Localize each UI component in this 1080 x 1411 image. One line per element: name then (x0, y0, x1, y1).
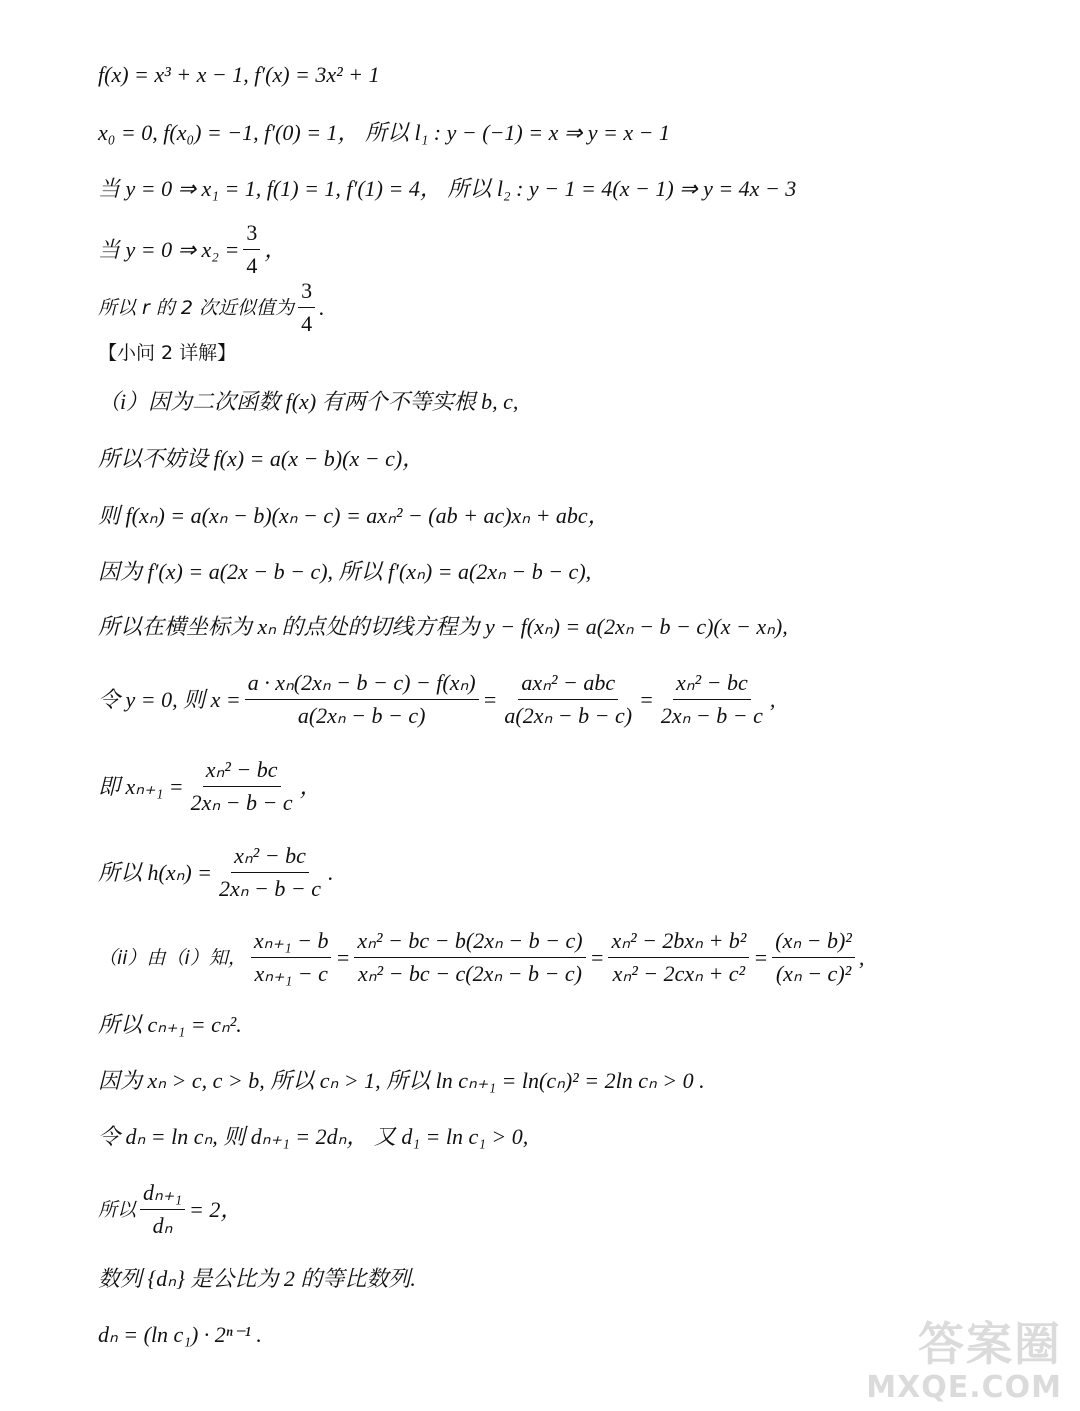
fraction-x2 (243, 220, 260, 279)
fraction-ratio-2 (354, 928, 585, 987)
equals-sign: = (753, 944, 769, 970)
fraction-numerator: axₙ² − abc (518, 670, 618, 700)
eq-x2-suffix: ， (264, 236, 287, 262)
eq-f-xn: 则 f(xₙ) = a(xₙ − b)(xₙ − c) = axₙ² − (ab + ac)xₙ + abc， (98, 503, 610, 528)
eq-x2-value (98, 220, 286, 279)
fraction-numerator: a · xₙ(2xₙ − b − c) − f(xₙ) (245, 670, 479, 700)
eq-x2-prefix: 当 y = 0 ⇒ x₂ = (98, 236, 240, 262)
watermark-logo: 答案圈 (918, 1317, 1062, 1371)
fraction-denominator: 4 (246, 253, 258, 278)
eq-log-recurrence: 因为 xₙ > c, c > b, 所以 cₙ > 1, 所以 ln cₙ₊₁ = ln(cₙ)² = 2ln cₙ > 0 . (98, 1068, 705, 1093)
fraction-numerator: xₙ² − bc (231, 843, 309, 873)
eq-d-definition: 令 dₙ = ln cₙ, 则 dₙ₊₁ = 2dₙ， 又 d₁ = ln c₁ > 0, (98, 1124, 529, 1149)
eq-f-definition: f(x) = x³ + x − 1, f′(x) = 3x² + 1 (98, 62, 380, 87)
fraction-approx (298, 278, 315, 337)
eq-derivative: 因为 f′(x) = a(2x − b − c), 所以 f′(xₙ) = a(2xₙ − b − c), (98, 559, 592, 584)
eq-tangent-general: 所以在横坐标为 xₙ 的点处的切线方程为 y − f(xₙ) = a(2xₙ − b − c)(x − xₙ), (98, 614, 788, 639)
fraction-denominator: 2xₙ − b − c (660, 703, 763, 728)
approximation-suffix: . (319, 294, 325, 320)
fraction-numerator: xₙ₊₁ − b (251, 928, 332, 958)
eq-tangent-l1: x₀ = 0, f(x₀) = −1, f′(0) = 1， 所以 l₁ : y − (−1) = x ⇒ y = x − 1 (98, 120, 671, 145)
fraction-numerator: 3 (298, 278, 315, 308)
fraction-denominator: 2xₙ − b − c (219, 876, 322, 901)
section-heading: 【小问 2 详解】 (98, 342, 237, 364)
fraction-denominator: 2xₙ − b − c (190, 790, 293, 815)
approximation-prefix: 所以 r 的 2 次近似值为 (98, 296, 295, 319)
eq-factored-form: 所以不妨设 f(x) = a(x − b)(x − c)， (98, 446, 425, 471)
fraction-denominator: a(2xₙ − b − c) (297, 703, 426, 728)
fraction-recurrence (188, 757, 296, 816)
fraction-h (216, 843, 324, 902)
equals-sign: = (335, 944, 351, 970)
fraction-numerator: 3 (243, 220, 260, 250)
fraction-ratio-3 (608, 928, 749, 987)
fraction-ratio-4 (772, 928, 855, 987)
fraction-denominator: 4 (301, 311, 313, 336)
equals-sign: = (482, 686, 498, 712)
eq-recurrence-suffix: ， (299, 773, 322, 799)
fraction-numerator: xₙ² − bc (203, 757, 281, 787)
eq-ratio-suffix: , (858, 944, 865, 970)
eq-d-ratio-suffix: = 2， (189, 1196, 243, 1222)
fraction-numerator: xₙ² − bc (673, 670, 751, 700)
eq-ratio-chain (98, 928, 864, 987)
watermark (866, 1318, 1062, 1405)
fraction-denominator: a(2xₙ − b − c) (504, 703, 633, 728)
fraction-numerator: xₙ² − 2bxₙ + b² (608, 928, 749, 958)
sequence-statement: 数列 {dₙ} 是公比为 2 的等比数列. (98, 1266, 416, 1291)
fraction-intercept-1 (245, 670, 479, 729)
fraction-denominator: (xₙ − c)² (775, 961, 852, 986)
eq-h-function (98, 843, 334, 902)
eq-h-suffix: . (328, 859, 334, 885)
eq-d-ratio (98, 1180, 242, 1239)
fraction-intercept-3 (658, 670, 766, 729)
part-ii-prefix: （ii）由（i）知， (98, 946, 247, 969)
eq-recurrence (98, 757, 322, 816)
eq-h-prefix: 所以 h(xₙ) = (98, 859, 213, 885)
eq-x-intercept-suffix: , (769, 686, 776, 712)
fraction-d-ratio (140, 1180, 185, 1239)
eq-recurrence-prefix: 即 xₙ₊₁ = (98, 773, 184, 799)
equals-sign: = (639, 686, 654, 712)
approximation-statement (98, 278, 325, 337)
eq-d-ratio-prefix: 所以 (98, 1198, 137, 1221)
eq-x-intercept-prefix: 令 y = 0, 则 x = (98, 686, 241, 712)
fraction-denominator: dₙ (152, 1213, 173, 1238)
fraction-denominator: xₙ² − 2cxₙ + c² (612, 961, 746, 986)
fraction-ratio-1 (251, 928, 332, 987)
fraction-intercept-2 (501, 670, 635, 729)
eq-tangent-l2: 当 y = 0 ⇒ x₁ = 1, f(1) = 1, f′(1) = 4， 所以 l₂ : y − 1 = 4(x − 1) ⇒ y = 4x − 3 (98, 176, 797, 201)
watermark-url: MXQE.COM (866, 1370, 1062, 1405)
eq-c-recurrence: 所以 cₙ₊₁ = cₙ². (98, 1012, 242, 1037)
fraction-numerator: xₙ² − bc − b(2xₙ − b − c) (354, 928, 585, 958)
eq-d-closed-form: dₙ = (ln c₁) · 2ⁿ⁻¹ . (98, 1322, 262, 1347)
fraction-numerator: dₙ₊₁ (140, 1180, 185, 1210)
fraction-denominator: xₙ² − bc − c(2xₙ − b − c) (357, 961, 582, 986)
fraction-denominator: xₙ₊₁ − c (254, 961, 328, 986)
eq-x-intercept (98, 670, 775, 729)
part-i-intro: （i）因为二次函数 f(x) 有两个不等实根 b, c, (98, 389, 519, 414)
equals-sign: = (589, 944, 605, 970)
fraction-numerator: (xₙ − b)² (772, 928, 855, 958)
